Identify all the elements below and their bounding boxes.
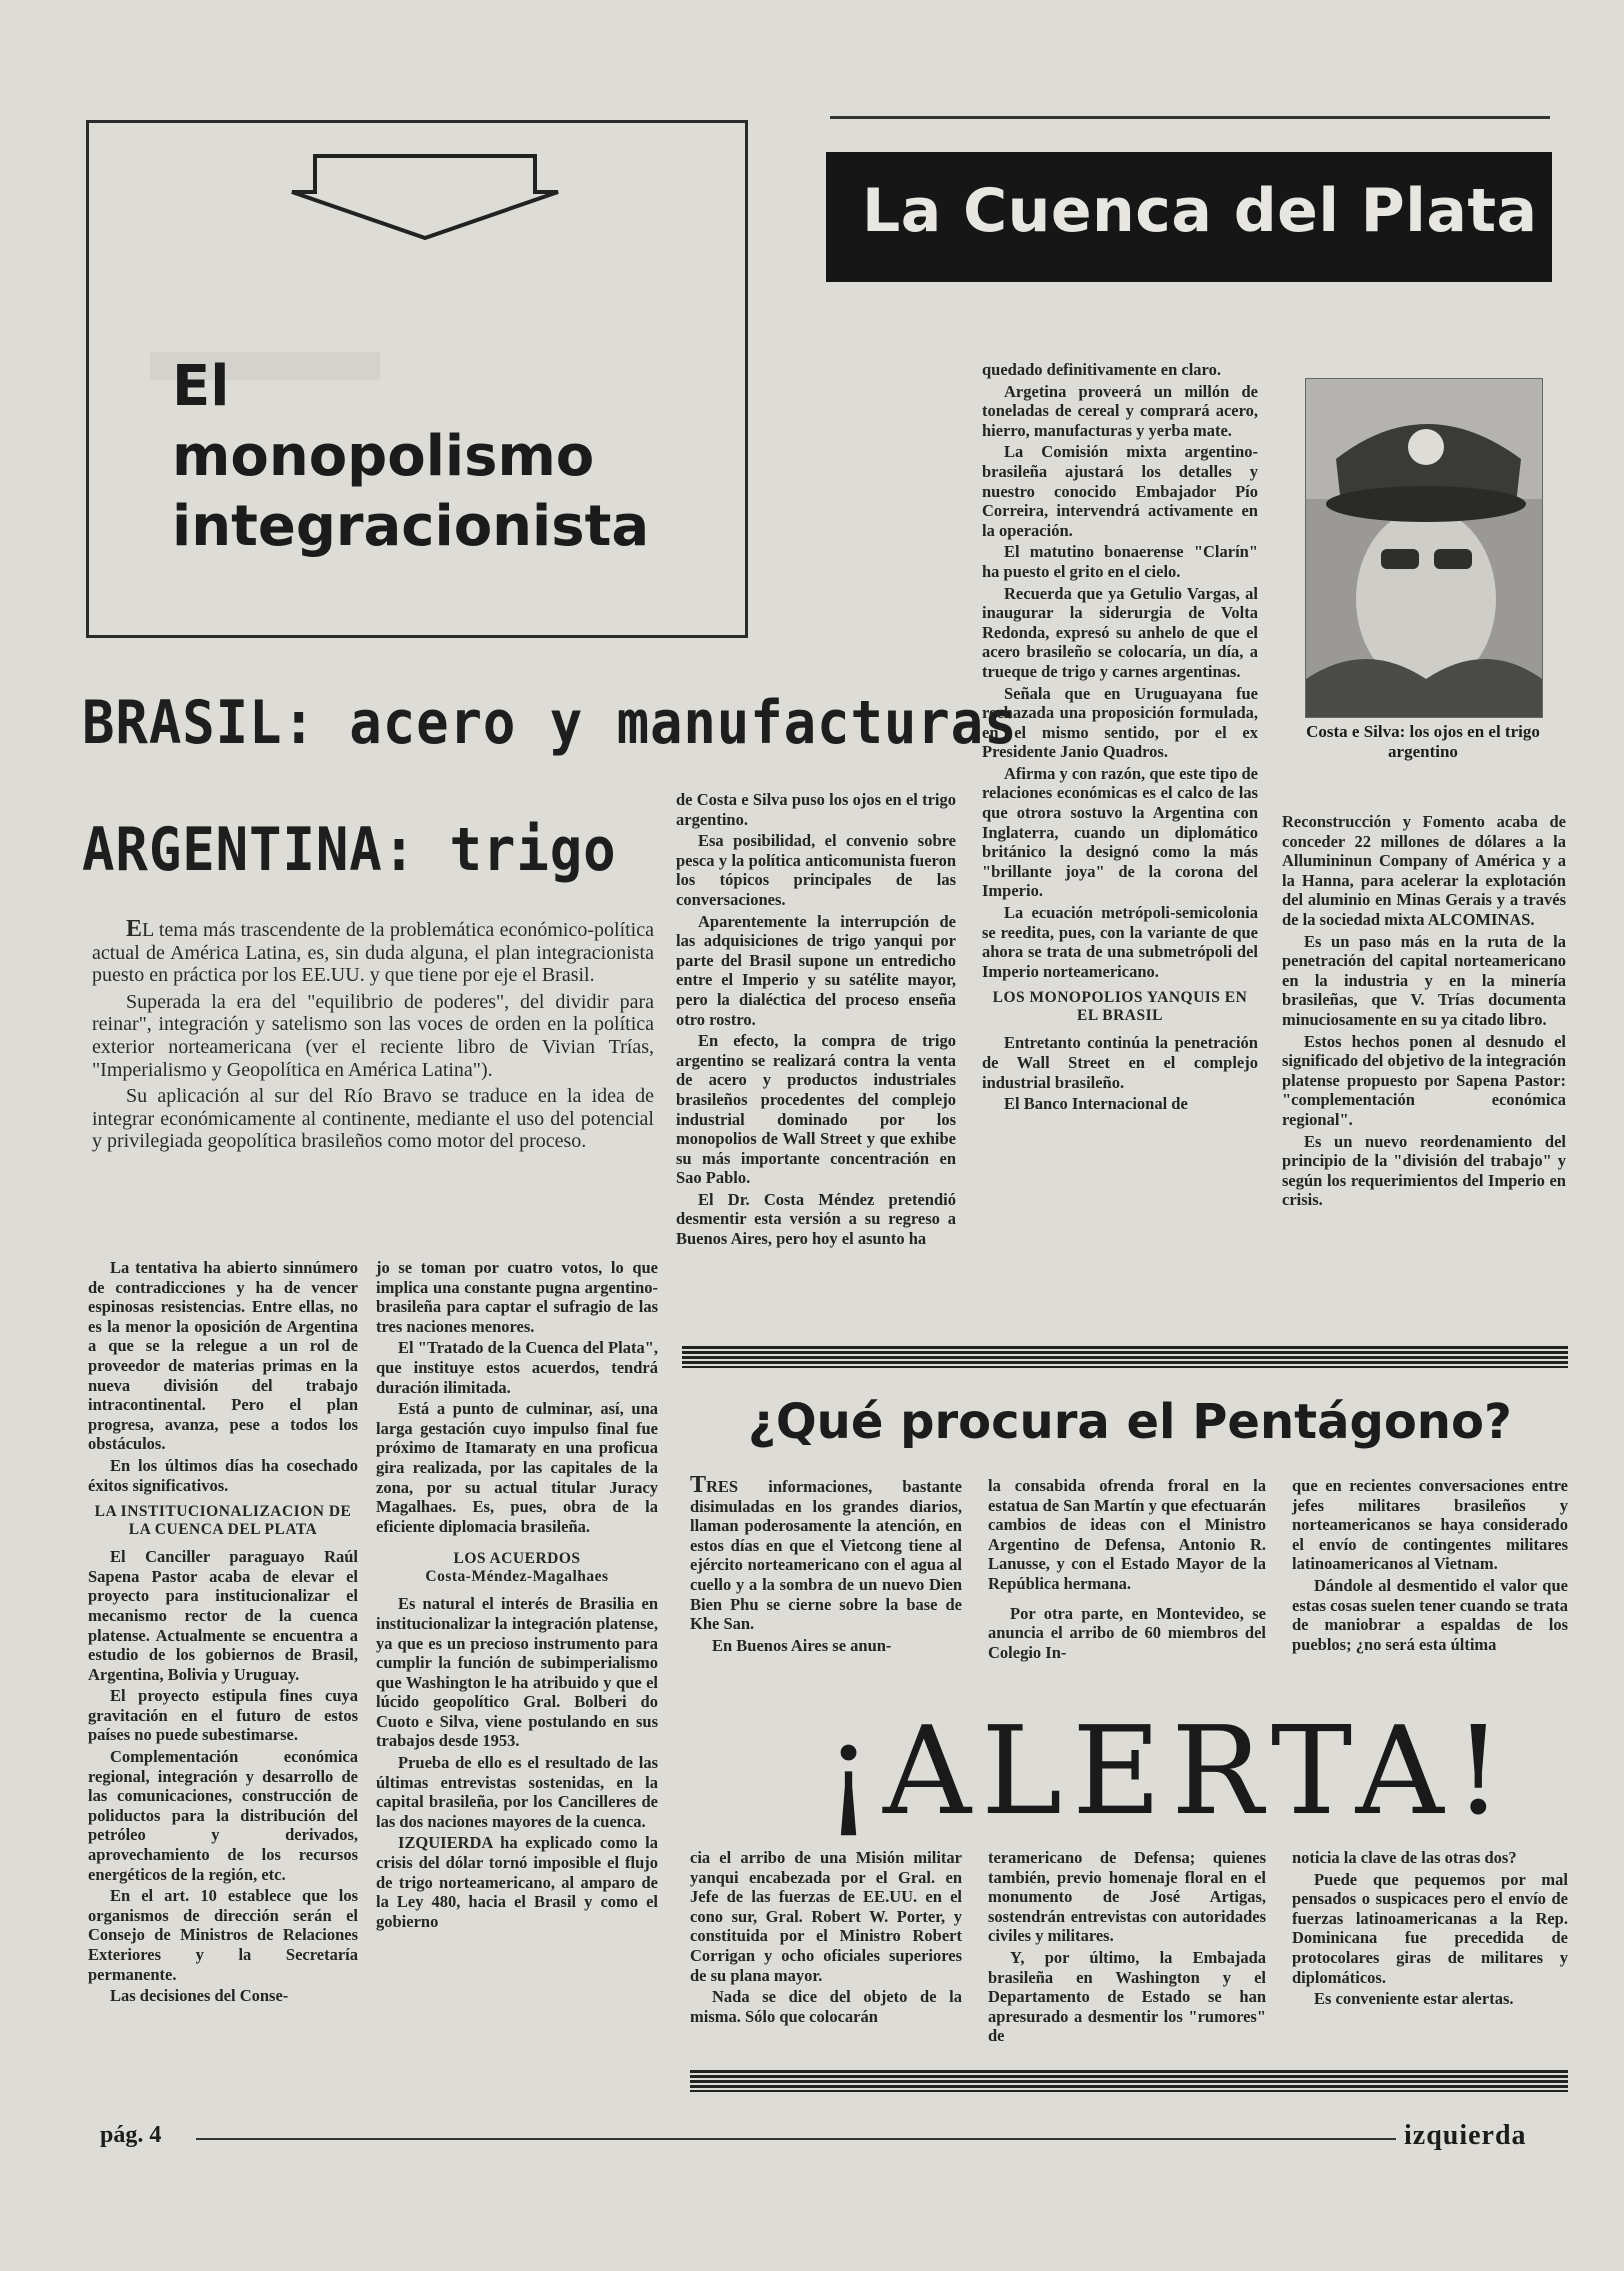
portrait-illustration <box>1306 379 1542 717</box>
article-column-3 <box>676 790 956 1251</box>
boxed-title-line: monopolismo <box>172 424 595 489</box>
intro-paragraph: Superada la era del "equilibrio de poderes", del dividir para reinar", integración y satelismo son las voces de orden en la política exterior norteamericana (ver el reciente libro de Vivian Trías, "Imperialismo y Geopolítica en América Latina"). <box>92 990 654 1081</box>
alert-column-5 <box>988 1848 1266 2048</box>
paragraph: El Banco Internacional de <box>1004 1094 1188 1114</box>
paragraph: Es un paso más en la ruta de la penetración del capital norteamericano en la industria y en la minería brasileñas, que V. Trías documenta minuciosamente en su ya citado libro. <box>1282 931 1566 1029</box>
intro-paragraph: Su aplicación al sur del Río Bravo se traduce en la idea de integrar económicamente al continente, mediante el uso del potencial y privilegiada geopolítica brasileños como motor del proceso. <box>92 1085 654 1153</box>
paragraph: la consabida ofrenda froral en la estatua de San Martín y que efectuarán cambios de ideas con el Ministro Argentino de Defensa, Antonio R. Lanusse, y con el Estado Mayor de la República hermana. <box>988 1476 1266 1593</box>
alert-column-1 <box>690 1472 962 1657</box>
paragraph: La ecuación metrópoli-semicolonia se reedita, pues, con la variante de que ahora se trata de una submetrópoli del Imperio norteamericano. <box>982 903 1258 981</box>
boxed-title-line: El <box>172 354 230 419</box>
paragraph: Complementación económica regional, integración y desarrollo de las comunicaciones, construcción de poliductos para la distribución del petróleo y derivados, aprovechamiento de los recursos energéticos de la región, etc. <box>88 1747 358 1884</box>
subheading: LA INSTITUCIONALIZACION DE LA CUENCA DEL PLATA <box>94 1503 352 1539</box>
paragraph: El matutino bonaerense "Clarín" ha puesto el grito en el cielo. <box>982 542 1258 581</box>
subheading <box>376 1550 658 1586</box>
paragraph: quedado definitivamente en claro. <box>982 360 1221 379</box>
portrait-photo <box>1305 378 1543 718</box>
paragraph: El Dr. Costa Méndez pretendió desmentir esta versión a su regreso a Buenos Aires, pero hoy el asunto ha <box>676 1189 956 1249</box>
footer-rule <box>196 2138 1396 2140</box>
page-number: pág. 4 <box>100 2122 162 2148</box>
paragraph: En Buenos Aires se anun- <box>712 1635 892 1655</box>
paragraph: Las decisiones del Conse- <box>110 1986 289 2006</box>
headline-brasil: BRASIL: acero y manufacturas <box>82 688 1018 758</box>
paragraph: jo se toman por cuatro votos, lo que implica una constante pugna argentino-brasileña para captar el sufragio de las tres naciones menores. <box>376 1258 658 1336</box>
headline-argentina: ARGENTINA: trigo <box>82 815 617 885</box>
paragraph: Dándole al desmentido el valor que estas cosas suelen tener cuando se trata de maniobrar a espaldas de los pueblos; ¿no será esta última <box>1292 1575 1568 1654</box>
photo-caption: Costa e Silva: los ojos en el trigo argentino <box>1306 722 1540 761</box>
alert-column-3 <box>1292 1476 1568 1656</box>
paragraph: Entretanto continúa la penetración de Wall Street en el complejo industrial brasileño. <box>982 1033 1258 1092</box>
subheading-line: Costa-Méndez-Magalhaes <box>425 1568 609 1586</box>
alert-column-6 <box>1292 1848 1568 2011</box>
hatched-divider <box>682 1346 1568 1368</box>
boxed-title-line: integracionista <box>172 494 650 559</box>
paragraph: Está a punto de culminar, así, una larga gestación cuyo impulso final fue próximo de Itamaraty en una proficua gira realizada, por las capitales de la zona, por su actual titular Juracy Magalhaes. Es, pues, obra de la eficiente diplomacia brasileña. <box>376 1399 658 1536</box>
article-column-2 <box>376 1258 658 1933</box>
paragraph: El "Tratado de la Cuenca del Plata", que instituye estos acuerdos, tendrá duración ilimitada. <box>376 1338 658 1397</box>
paragraph: Afirma y con razón, que este tipo de relaciones económicas es el calco de las que otrora sostuvo la Argentina con Inglaterra, cuando un diplomático británico la designó como la más "brillante joya" de la corona del Imperio. <box>982 763 1258 901</box>
paragraph: Por otra parte, en Montevideo, se anuncia el arribo de 60 miembros del Colegio In- <box>988 1603 1266 1662</box>
drop-cap: E <box>126 916 143 942</box>
paragraph: noticia la clave de las otras dos? <box>1292 1848 1517 1867</box>
intro-paragraph: L tema más trascendente de la problemática económico-política actual de América Latina, es, sin duda alguna, el plan integracionista puesto en práctica por los EE.UU. y que tiene por eje el Brasil. <box>92 919 654 987</box>
paragraph: Puede que pequemos por mal pensados o suspicaces pero el envío de fuerzas latinoamericanas a la Rep. Dominicana fue precedida de protocolares giras de militares y diplomáticos. <box>1292 1869 1568 1987</box>
alert-title: ¡ALERTA! <box>824 1700 1513 1842</box>
section-banner-title: La Cuenca del Plata <box>862 176 1538 246</box>
paragraph: Aparentemente la interrupción de las adquisiciones de trigo yanqui por parte del Brasil supone un entredicho entre el Imperio y su satélite mayor, pero la dialéctica del proceso enseña otro rostro. <box>676 911 956 1029</box>
paragraph: Recuerda que ya Getulio Vargas, al inaugurar la siderurgia de Volta Redonda, expresó su anhelo de que el acero brasileño se colocaría, un día, a trueque de trigo y carnes argentinas. <box>982 583 1258 681</box>
drop-cap: T <box>690 1472 707 1498</box>
paragraph: La tentativa ha abierto sinnúmero de contradicciones y ha de vencer espinosas resistencias. Entre ellas, no es la menor la oposición de Argentina a que se la relegue a un rol de proveedor de materias primas en la nueva división del trabajo intracontinental. Pero el plan progresa, avanza, pese a todos los obstáculos. <box>88 1258 358 1454</box>
article-column-1 <box>88 1258 358 2008</box>
article-column-5 <box>1282 812 1566 1212</box>
paragraph: En los últimos días ha cosechado éxitos significativos. <box>88 1455 358 1495</box>
paragraph: El proyecto estipula fines cuya gravitación en el futuro de estos países no puede subestimarse. <box>88 1686 358 1745</box>
paragraph: Esa posibilidad, el convenio sobre pesca y la política anticomunista fueron los tópicos principales de las conversaciones. <box>676 831 956 909</box>
paragraph: Argetina proveerá un millón de toneladas de cereal y comprará acero, hierro, manufacturas y yerba mate. <box>982 381 1258 440</box>
paragraph: Y, por último, la Embajada brasileña en Washington y el Departamento de Estado se han apresurado a desmentir los "rumores" de <box>988 1947 1266 2046</box>
paragraph: IZQUIERDA ha explicado como la crisis del dólar tornó imposible el flujo de trigo norteamericano, al amparo de la Ley 480, hacia el Brasil y como el gobierno <box>376 1833 658 1931</box>
paragraph: Es natural el interés de Brasilia en institucionalizar la integración platense, ya que es un precioso instrumento para cumplir la función de subimperialismo que Washington le ha atribuido y que el lúcido geopolítico Gral. Bolberi do Cuoto e Silva, viene postulando en sus trabajos desde 1953. <box>376 1594 658 1751</box>
alert-column-2 <box>988 1476 1266 1664</box>
paragraph: En el art. 10 establece que los organismos de dirección serán el Consejo de Ministros de Relaciones Exteriores y la Secretaría permanente. <box>88 1886 358 1984</box>
paragraph: Es un nuevo reordenamiento del principio de la "división del trabajo" y según los requerimientos del Imperio en crisis. <box>1282 1131 1566 1210</box>
paragraph: En efecto, la compra de trigo argentino se realizará contra la venta de acero y productos industriales brasileños procedentes del complejo industrial dominado por los monopolios de Wall Street y que exhibe su más importante concentración en Sao Pablo. <box>676 1031 956 1188</box>
paragraph: RES informaciones, bastante disimuladas en los grandes diarios, llaman poderosamente la atención, en estos días en que el Vietcong tiene al ejército norteamericano con el agua al cuello y a la sombra de un nuevo Dien Bien Phu se cierne sobre la base de Khe San. <box>690 1477 962 1634</box>
subheading: LOS MONOPOLIOS YANQUIS EN EL BRASIL <box>992 989 1248 1025</box>
publication-name: izquierda <box>1404 2120 1527 2151</box>
down-arrow-icon <box>280 150 570 242</box>
paragraph: Es conveniente estar alertas. <box>1314 1989 1514 2009</box>
intro-block <box>92 918 654 1157</box>
paragraph: El Canciller paraguayo Raúl Sapena Pastor acaba de elevar el proyecto para institucionalizar el mecanismo rector de la cuenca platense. Actualmente se encuentra a estudio de los gobiernos de Brasil, Argentina, Bolivia y Uruguay. <box>88 1547 358 1684</box>
paragraph: Estos hechos ponen al desnudo el significado del objetivo de la integración platense propuesto por Sapena Pastor: "complementación económica regional". <box>1282 1031 1566 1129</box>
paragraph: Prueba de ello es el resultado de las últimas entrevistas sostenidas, en la capital brasileña, por los Cancilleres de las dos naciones mayores de la cuenca. <box>376 1753 658 1831</box>
paragraph: teramericano de Defensa; quienes también, previo homenaje floral en el monumento de José Artigas, sostendrán entrevistas con autoridades civiles y militares. <box>988 1848 1266 1946</box>
paragraph: Reconstrucción y Fomento acaba de conceder 22 millones de dólares a la Allumininun Company of América y a la Hanna, para acelerar la explotación del aluminio en Minas Gerais y a través de la sociedad mixta ALCOMINAS. <box>1282 812 1566 929</box>
headline-pentagono: ¿Qué procura el Pentágono? <box>748 1394 1512 1450</box>
subheading-line: LOS ACUERDOS <box>453 1550 581 1568</box>
paragraph: que en recientes conversaciones entre jefes militares brasileños y norteamericanos se haya considerado el envío de contingentes militares latinoamericanos al Vietnam. <box>1292 1476 1568 1574</box>
paragraph: de Costa e Silva puso los ojos en el trigo argentino. <box>676 790 956 829</box>
hatched-divider-bottom <box>690 2070 1568 2092</box>
top-rule <box>830 116 1550 119</box>
paragraph: cia el arribo de una Misión militar yanqui encabezada por el Gral. en Jefe de las fuerzas de EE.UU. en el cono sur, Gral. Robert W. Porter, y constituida por el Ministro Robert Corrigan y ocho oficiales superiores de su plana mayor. <box>690 1848 962 1985</box>
article-column-4 <box>982 360 1258 1116</box>
paragraph: Señala que en Uruguayana fue rechazada una proposición formulada, en el mismo sentido, por el ex Presidente Janio Quadros. <box>982 683 1258 762</box>
paragraph: La Comisión mixta argentino-brasileña ajustará los detalles y nuestro conocido Embajador Pío Correira, intervendrá activamente en la operación. <box>982 442 1258 540</box>
paragraph: Nada se dice del objeto de la misma. Sólo que colocarán <box>690 1987 962 2026</box>
boxed-title <box>172 352 649 562</box>
alert-column-4 <box>690 1848 962 2028</box>
